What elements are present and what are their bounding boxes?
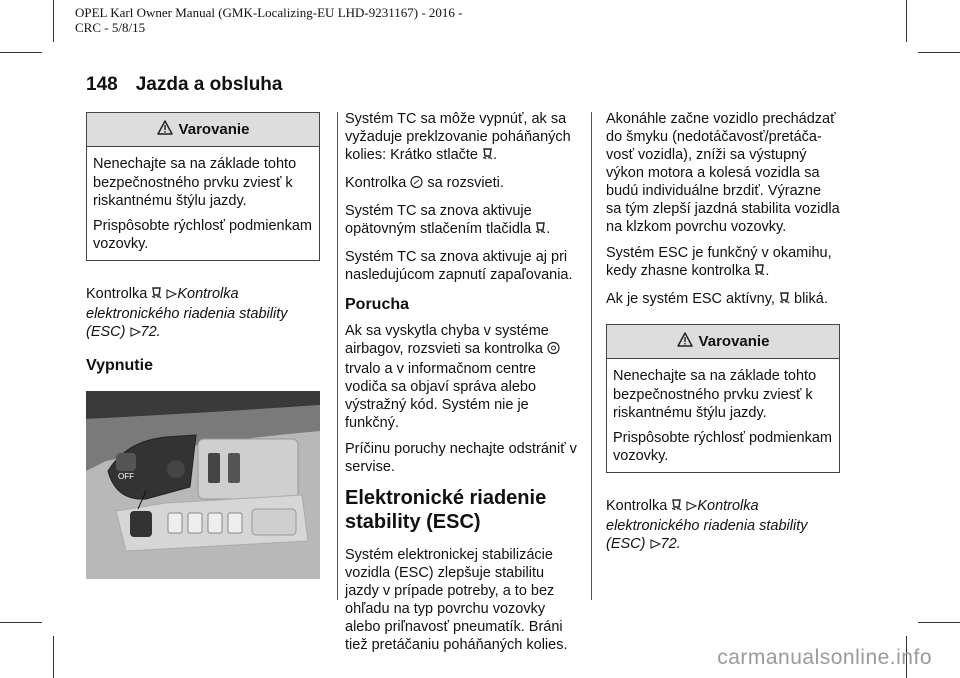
cross-reference [606, 497, 840, 555]
crop-mark [0, 52, 42, 53]
ref-prefix: Kontrolka [86, 285, 148, 302]
column-3 [606, 110, 840, 563]
section-heading-esc: Elektronické riadenie stability (ESC) [345, 487, 547, 533]
crop-mark [918, 622, 960, 623]
column-1 [86, 112, 320, 579]
crop-mark [906, 0, 907, 42]
document-header [75, 5, 463, 35]
esc-off-icon [151, 286, 162, 305]
paragraph-text: bliká. [794, 291, 828, 307]
paragraph-text: trvalo a v informačnom centre vodiča sa objaví správa alebo výstražný kód. Systém nie je funkčný. [345, 361, 537, 431]
warning-text: Prispôsobte rýchlosť podmienkam vozovky. [613, 429, 833, 464]
paragraph: Systém TC sa znova aktivuje opätovným stlačením tlačidla . [345, 202, 580, 240]
esc-indicator-icon [754, 263, 765, 282]
paragraph-text: Ak sa vyskytla chyba v systéme airbagov, rozsvieti sa kontrolka [345, 323, 549, 357]
ref-page[interactable]: 72. [660, 535, 681, 552]
esc-off-icon [482, 147, 493, 166]
section-heading-vypnutie: Vypnutie [86, 356, 153, 374]
crop-mark [53, 636, 54, 678]
warning-header [607, 325, 839, 359]
paragraph: Systém ESC je funkčný v okamihu, kedy zhasne kontrolka . [606, 244, 840, 282]
tc-off-indicator-icon [410, 175, 423, 194]
header-line-2: CRC - 5/8/15 [75, 20, 146, 35]
warning-triangle-icon [157, 120, 173, 140]
watermark: carmanualsonline.info [717, 646, 932, 669]
paragraph-text: Kontrolka [345, 175, 407, 191]
column-divider [591, 112, 592, 600]
warning-title: Varovanie [178, 120, 250, 138]
paragraph: Príčinu poruchy nechajte odstrániť v servise. [345, 441, 577, 475]
esc-off-icon [671, 498, 682, 517]
esc-off-icon [535, 221, 546, 240]
crop-mark [918, 52, 960, 53]
paragraph: Systém TC sa znova aktivuje aj pri nasledujúcom zapnutí zapaľovania. [345, 249, 573, 283]
warning-box [606, 324, 840, 473]
paragraph-text: Ak je systém ESC aktívny, [606, 291, 775, 307]
paragraph-text: Systém TC sa môže vypnúť, ak sa vyžaduje preklzovanie poháňaných kolies: Krátko stlačte [345, 111, 571, 163]
warning-triangle-icon [677, 332, 693, 352]
cross-reference [86, 285, 320, 343]
crop-mark [0, 622, 42, 623]
paragraph: Systém TC sa môže vypnúť, ak sa vyžaduje preklzovanie poháňaných kolies: Krátko stlačte . [345, 110, 580, 166]
column-2 [345, 110, 580, 662]
warning-header [87, 113, 319, 147]
esc-indicator-icon [779, 291, 790, 310]
ref-text[interactable]: Kontrolka elektronického riadenia stability (ESC) [86, 285, 288, 340]
page-title [86, 74, 282, 96]
paragraph-text: Systém ESC je funkčný v okamihu, kedy zhasne kontrolka [606, 245, 832, 279]
paragraph-text: Systém TC sa znova aktivuje opätovným stlačením tlačidla [345, 203, 532, 237]
section-heading-porucha: Porucha [345, 296, 410, 313]
paragraph: Akonáhle začne vozidlo prechádzať do šmyku (nedotáčavosť/pretáča-vosť vozidla), zníži sa výstupný výkon motora a kolesá vozidla sa budú individuálne brzdiť. Výrazne sa tým zlepší jazdná stabilita vozidla na klzkom povrchu vozovky. [606, 111, 840, 235]
chapter-title: Jazda a obsluha [135, 74, 283, 95]
page-ref-arrow-icon [686, 499, 697, 517]
warning-box [86, 112, 320, 261]
column-divider [337, 112, 338, 600]
ref-prefix: Kontrolka [606, 497, 668, 514]
page-ref-arrow-icon [130, 325, 141, 343]
paragraph: Systém elektronickej stabilizácie vozidla (ESC) zlepšuje stabilitu jazdy v prípade potreby, a to bez ohľadu na typ povrchu vozovky alebo priľnavosť pneumatík. Bráni tiež pretáčaniu poháňaných kolies. [345, 547, 568, 653]
airbag-indicator-icon [547, 341, 560, 360]
ref-page[interactable]: 72. [140, 323, 161, 340]
page-number: 148 [86, 74, 118, 95]
page-ref-arrow-icon [650, 537, 661, 555]
header-line-1: OPEL Karl Owner Manual (GMK-Localizing-EU LHD-9231167) - 2016 - [75, 5, 463, 20]
warning-title: Varovanie [698, 332, 770, 350]
warning-text: Prispôsobte rýchlosť podmienkam vozovky. [93, 217, 313, 252]
paragraph [345, 174, 580, 194]
page-ref-arrow-icon[interactable] [166, 287, 177, 305]
off-label: OFF [118, 471, 134, 481]
ref-text[interactable]: Kontrolka elektronického riadenia stability (ESC) [606, 497, 808, 552]
paragraph [606, 290, 840, 310]
esc-button-photo [86, 391, 320, 579]
paragraph-text: sa rozsvieti. [427, 175, 504, 191]
crop-mark [53, 0, 54, 42]
warning-text: Nenechajte sa na základe tohto bezpečnostného prvku zviesť k riskantnému štýlu jazdy. [613, 368, 817, 421]
paragraph [345, 322, 580, 432]
warning-text: Nenechajte sa na základe tohto bezpečnostného prvku zviesť k riskantnému štýlu jazdy. [93, 156, 297, 209]
